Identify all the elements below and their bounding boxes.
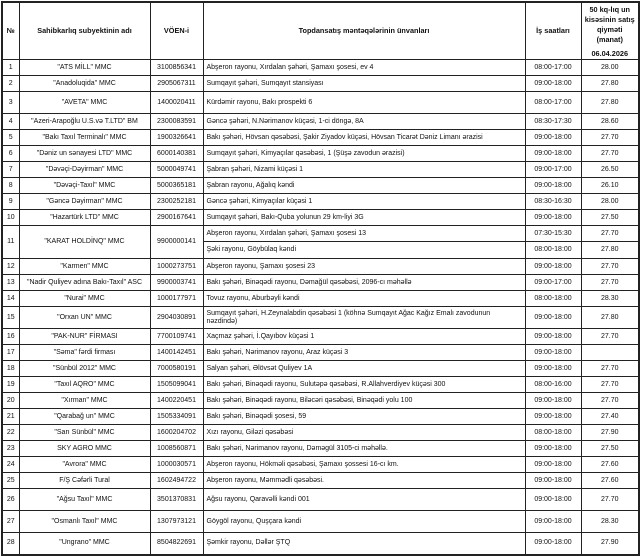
table-row — [2, 329, 639, 345]
working-hours: 08:00-16:00 — [525, 377, 581, 393]
row-number: 21 — [2, 409, 19, 425]
company-name: "Hazartürk LTD" MMC — [19, 210, 150, 226]
voen-number: 3501370831 — [150, 489, 203, 511]
table-row — [2, 425, 639, 441]
working-hours: 09:00-18:00 — [525, 146, 581, 162]
flour-price: 28.30 — [581, 511, 639, 533]
row-number: 18 — [2, 361, 19, 377]
flour-price: 27.70 — [581, 489, 639, 511]
voen-number: 1505334091 — [150, 409, 203, 425]
address: Gəncə şəhəri, Kimyaçılar küçəsi 1 — [203, 194, 525, 210]
table-row — [2, 114, 639, 130]
flour-price: 28.60 — [581, 114, 639, 130]
working-hours: 09:00-18:00 — [525, 511, 581, 533]
company-name: "Xırman" MMC — [19, 393, 150, 409]
table-row — [2, 345, 639, 361]
row-number: 23 — [2, 441, 19, 457]
header-price-date: 06.04.2026 — [591, 49, 629, 58]
flour-price: 27.70 — [581, 130, 639, 146]
flour-price: 26.10 — [581, 178, 639, 194]
address: Sumqayıt şəhəri, Bakı-Quba yolunun 29 km-liyi 3G — [203, 210, 525, 226]
voen-number: 2300083591 — [150, 114, 203, 130]
flour-price: 27.70 — [581, 146, 639, 162]
company-name: "AVETA" MMC — [19, 92, 150, 114]
header-address: Topdansatış məntəqələrinin ünvanları — [203, 2, 525, 60]
working-hours: 09:00-18:00 — [525, 329, 581, 345]
flour-price: 27.50 — [581, 210, 639, 226]
flour-price: 27.50 — [581, 441, 639, 457]
table-body — [2, 60, 639, 555]
header-row — [2, 2, 639, 60]
row-number: 28 — [2, 533, 19, 555]
header-name: Sahibkarlıq subyektinin adı — [19, 2, 150, 60]
voen-number: 1000177971 — [150, 291, 203, 307]
row-number: 13 — [2, 275, 19, 291]
working-hours: 09:00-18:00 — [525, 473, 581, 489]
address: Şəki rayonu, Göybülaq kəndi — [203, 242, 525, 259]
working-hours: 09:00-17:00 — [525, 162, 581, 178]
company-name: "Dəvəçi-Taxıl" MMC — [19, 178, 150, 194]
row-number: 24 — [2, 457, 19, 473]
company-name: "KARAT HOLDİNQ" MMC — [19, 226, 150, 259]
voen-number: 1400020411 — [150, 92, 203, 114]
header-num: № — [2, 2, 19, 60]
company-name: "Qarabağ un" MMC — [19, 409, 150, 425]
voen-number: 2300252181 — [150, 194, 203, 210]
working-hours: 09:00-18:00 — [525, 210, 581, 226]
table-row — [2, 194, 639, 210]
working-hours: 09:00-18:00 — [525, 345, 581, 361]
voen-number: 7700109741 — [150, 329, 203, 345]
working-hours: 09:00-17:00 — [525, 275, 581, 291]
voen-number: 5000365181 — [150, 178, 203, 194]
table-row — [2, 489, 639, 511]
working-hours: 09:00-18:00 — [525, 409, 581, 425]
address: Abşeron rayonu, Xırdalan şəhəri, Şamaxı şosesi, ev 4 — [203, 60, 525, 76]
flour-price: 28.00 — [581, 194, 639, 210]
working-hours: 09:00-18:00 — [525, 259, 581, 275]
voen-number: 3100856341 — [150, 60, 203, 76]
voen-number: 7000580191 — [150, 361, 203, 377]
table-row — [2, 275, 639, 291]
voen-number: 1900326641 — [150, 130, 203, 146]
table-row — [2, 291, 639, 307]
company-name: SKY AGRO MMC — [19, 441, 150, 457]
row-number: 26 — [2, 489, 19, 511]
address: Sumqayıt şəhəri, Sumqayıt stansiyası — [203, 76, 525, 92]
table-row — [2, 60, 639, 76]
table-row — [2, 511, 639, 533]
row-number: 25 — [2, 473, 19, 489]
address: Tovuz rayonu, Aburbəyli kəndi — [203, 291, 525, 307]
flour-price: 27.70 — [581, 393, 639, 409]
voen-number: 1602494722 — [150, 473, 203, 489]
company-name: "Osmanlı Taxıl" MMC — [19, 511, 150, 533]
row-number: 7 — [2, 162, 19, 178]
company-name: "Anadoluqida" MMC — [19, 76, 150, 92]
flour-price: 27.70 — [581, 377, 639, 393]
table-row — [2, 146, 639, 162]
flour-price: 27.70 — [581, 275, 639, 291]
working-hours: 08:00-17:00 — [525, 92, 581, 114]
voen-number: 8504822691 — [150, 533, 203, 555]
working-hours: 09:00-18:00 — [525, 361, 581, 377]
voen-number: 1505099041 — [150, 377, 203, 393]
row-number: 22 — [2, 425, 19, 441]
company-name: "Nurai" MMC — [19, 291, 150, 307]
voen-number: 1000273751 — [150, 259, 203, 275]
row-number: 8 — [2, 178, 19, 194]
table-row — [2, 533, 639, 555]
address: Abşeron rayonu, Məmmədli qəsəbəsi. — [203, 473, 525, 489]
company-name: "Taxıl AQRO" MMC — [19, 377, 150, 393]
voen-number: 1600204702 — [150, 425, 203, 441]
table-row — [2, 409, 639, 425]
header-price-label: 50 kq-lıq un kisəsinin satış qiyməti (manat) — [584, 5, 635, 44]
address: Bakı şəhəri, Hövsan qəsəbəsi, Şakir Ziyadov küçəsi, Hövsan Ticarət Dəniz Limanı ərazisi — [203, 130, 525, 146]
row-number: 6 — [2, 146, 19, 162]
address: Şəmkir rayonu, Dəllər ŞTQ — [203, 533, 525, 555]
address: Bakı şəhəri, Binəqədi rayonu, Dəmağül qəsəbəsi, 2096-cı məhəllə — [203, 275, 525, 291]
table-row — [2, 162, 639, 178]
working-hours: 09:00-18:00 — [525, 307, 581, 329]
company-name: "Dəvəçi-Dəyirman" MMC — [19, 162, 150, 178]
working-hours: 08:00-17:00 — [525, 60, 581, 76]
voen-number: 1307973121 — [150, 511, 203, 533]
voen-number: 5000049741 — [150, 162, 203, 178]
table-row — [2, 130, 639, 146]
row-number: 12 — [2, 259, 19, 275]
flour-price: 27.80 — [581, 242, 639, 259]
company-name: "Ungrano" MMC — [19, 533, 150, 555]
flour-price: 27.70 — [581, 259, 639, 275]
company-name: "Bakı Taxıl Terminalı" MMC — [19, 130, 150, 146]
table-row — [2, 457, 639, 473]
flour-price: 27.60 — [581, 473, 639, 489]
table-row — [2, 307, 639, 329]
address: Sumqayıt şəhəri, H.Zeynalabdin qəsəbəsi 1 (köhnə Sumqayıt Ağac Kağız Emalı zavodunun nəzdində) — [203, 307, 525, 329]
row-number: 15 — [2, 307, 19, 329]
voen-number: 1008560871 — [150, 441, 203, 457]
company-name: F/Ş Cəfərli Tural — [19, 473, 150, 489]
table-row — [2, 441, 639, 457]
working-hours: 09:00-18:00 — [525, 441, 581, 457]
working-hours: 09:00-18:00 — [525, 457, 581, 473]
working-hours: 09:00-18:00 — [525, 178, 581, 194]
voen-number: 1000030571 — [150, 457, 203, 473]
flour-price: 27.80 — [581, 307, 639, 329]
address: Sumqayıt şəhəri, Kimyaçılar qəsəbəsi, 1 (Şüşə zavodun ərazisi) — [203, 146, 525, 162]
row-number: 4 — [2, 114, 19, 130]
table-row — [2, 361, 639, 377]
company-name: "Sünbül 2012" MMC — [19, 361, 150, 377]
row-number: 14 — [2, 291, 19, 307]
voen-number: 6000140381 — [150, 146, 203, 162]
address: Bakı şəhəri, Nərimanov rayonu, Dəməgül 3105-ci məhəllə. — [203, 441, 525, 457]
flour-price: 27.70 — [581, 361, 639, 377]
header-voen: VÖEN-i — [150, 2, 203, 60]
voen-number: 2900167641 — [150, 210, 203, 226]
working-hours: 08:30-16:30 — [525, 194, 581, 210]
company-name: "Səma" fərdi firması — [19, 345, 150, 361]
flour-price: 27.70 — [581, 226, 639, 242]
voen-number: 2904030891 — [150, 307, 203, 329]
company-name: "Karmen" MMC — [19, 259, 150, 275]
row-number: 19 — [2, 377, 19, 393]
address: Kürdəmir rayonu, Bakı prospekti 6 — [203, 92, 525, 114]
flour-price: 27.80 — [581, 92, 639, 114]
row-number: 11 — [2, 226, 19, 259]
working-hours: 07:30-15:30 — [525, 226, 581, 242]
header-hours: İş saatları — [525, 2, 581, 60]
row-number: 10 — [2, 210, 19, 226]
table-row — [2, 377, 639, 393]
working-hours: 09:00-18:00 — [525, 393, 581, 409]
table-row — [2, 210, 639, 226]
address: Abşeron rayonu, Xırdalan şəhəri, Şamaxı şosesi 13 — [203, 226, 525, 242]
company-name: "ATS MİLL" MMC — [19, 60, 150, 76]
address: Ağsu rayonu, Qaravəlli kəndi 001 — [203, 489, 525, 511]
working-hours: 08:00-18:00 — [525, 425, 581, 441]
row-number: 3 — [2, 92, 19, 114]
flour-price: 27.80 — [581, 76, 639, 92]
flour-price: 28.00 — [581, 60, 639, 76]
voen-number: 1400220451 — [150, 393, 203, 409]
company-name: "Avrora" MMC — [19, 457, 150, 473]
company-name: "Azeri-Arapoğlu U.S.və T.LTD" BM — [19, 114, 150, 130]
voen-number: 1400142451 — [150, 345, 203, 361]
header-price — [581, 2, 639, 60]
row-number: 17 — [2, 345, 19, 361]
company-name: "Orxan UN" MMC — [19, 307, 150, 329]
flour-price: 27.40 — [581, 409, 639, 425]
flour-price: 27.70 — [581, 329, 639, 345]
row-number: 2 — [2, 76, 19, 92]
working-hours: 09:00-18:00 — [525, 130, 581, 146]
voen-number: 2905067311 — [150, 76, 203, 92]
address: Şabran şəhəri, Nizami küçəsi 1 — [203, 162, 525, 178]
row-number: 9 — [2, 194, 19, 210]
address: Göygöl rayonu, Quşçara kəndi — [203, 511, 525, 533]
address: Bakı şəhəri, Binəqədi rayonu, Biləcəri qəsəbəsi, Binəqədi yolu 100 — [203, 393, 525, 409]
table-row — [2, 393, 639, 409]
working-hours: 08:00-18:00 — [525, 291, 581, 307]
company-name: "PAK-NUR" FİRMASI — [19, 329, 150, 345]
table-row — [2, 76, 639, 92]
company-name: "Dəniz un sənayesi LTD" MMC — [19, 146, 150, 162]
address: Xaçmaz şəhəri, İ.Qayıbov küçəsi 1 — [203, 329, 525, 345]
address: Salyan şəhəri, Əlövsət Quliyev 1A — [203, 361, 525, 377]
row-number: 5 — [2, 130, 19, 146]
address: Gəncə şəhəri, N.Nərimanov küçəsi, 1-ci döngə, 8A — [203, 114, 525, 130]
table-row — [2, 473, 639, 489]
flour-price — [581, 345, 639, 361]
flour-price: 27.90 — [581, 425, 639, 441]
working-hours: 08:30-17:30 — [525, 114, 581, 130]
address: Şabran rayonu, Ağalıq kəndi — [203, 178, 525, 194]
address: Bakı şəhəri, Binəqədi rayonu, Sulutəpə qəsəbəsi, R.Allahverdiyev küçəsi 300 — [203, 377, 525, 393]
working-hours: 09:00-18:00 — [525, 533, 581, 555]
flour-price: 27.90 — [581, 533, 639, 555]
address: Bakı şəhəri, Nərimanov rayonu, Araz küçəsi 3 — [203, 345, 525, 361]
flour-price: 27.60 — [581, 457, 639, 473]
flour-price: 26.50 — [581, 162, 639, 178]
working-hours: 09:00-18:00 — [525, 489, 581, 511]
address: Abşeron rayonu, Şamaxı şosesi 23 — [203, 259, 525, 275]
row-number: 16 — [2, 329, 19, 345]
voen-number: 9900000141 — [150, 226, 203, 259]
row-number: 20 — [2, 393, 19, 409]
table-row — [2, 259, 639, 275]
company-name: "Gəncə Dəyirman" MMC — [19, 194, 150, 210]
working-hours: 08:00-18:00 — [525, 242, 581, 259]
address: Xızı rayonu, Giləzi qəsəbəsi — [203, 425, 525, 441]
company-name: "Nadir Quliyev adına Bakı-Taxıl" ASC — [19, 275, 150, 291]
company-name: "Sarı Sünbül" MMC — [19, 425, 150, 441]
address: Abşeron rayonu, Hökməli qəsəbəsi, Şamaxı şossesi 16-cı km. — [203, 457, 525, 473]
address: Bakı şəhəri, Binəqədi şosesi, 59 — [203, 409, 525, 425]
voen-number: 9900003741 — [150, 275, 203, 291]
flour-price: 28.30 — [581, 291, 639, 307]
flour-wholesale-table — [1, 1, 640, 556]
row-number: 1 — [2, 60, 19, 76]
table-row — [2, 226, 639, 242]
table-row — [2, 178, 639, 194]
working-hours: 09:00-18:00 — [525, 76, 581, 92]
company-name: "Ağsu Taxıl" MMC — [19, 489, 150, 511]
table-row — [2, 92, 639, 114]
row-number: 27 — [2, 511, 19, 533]
